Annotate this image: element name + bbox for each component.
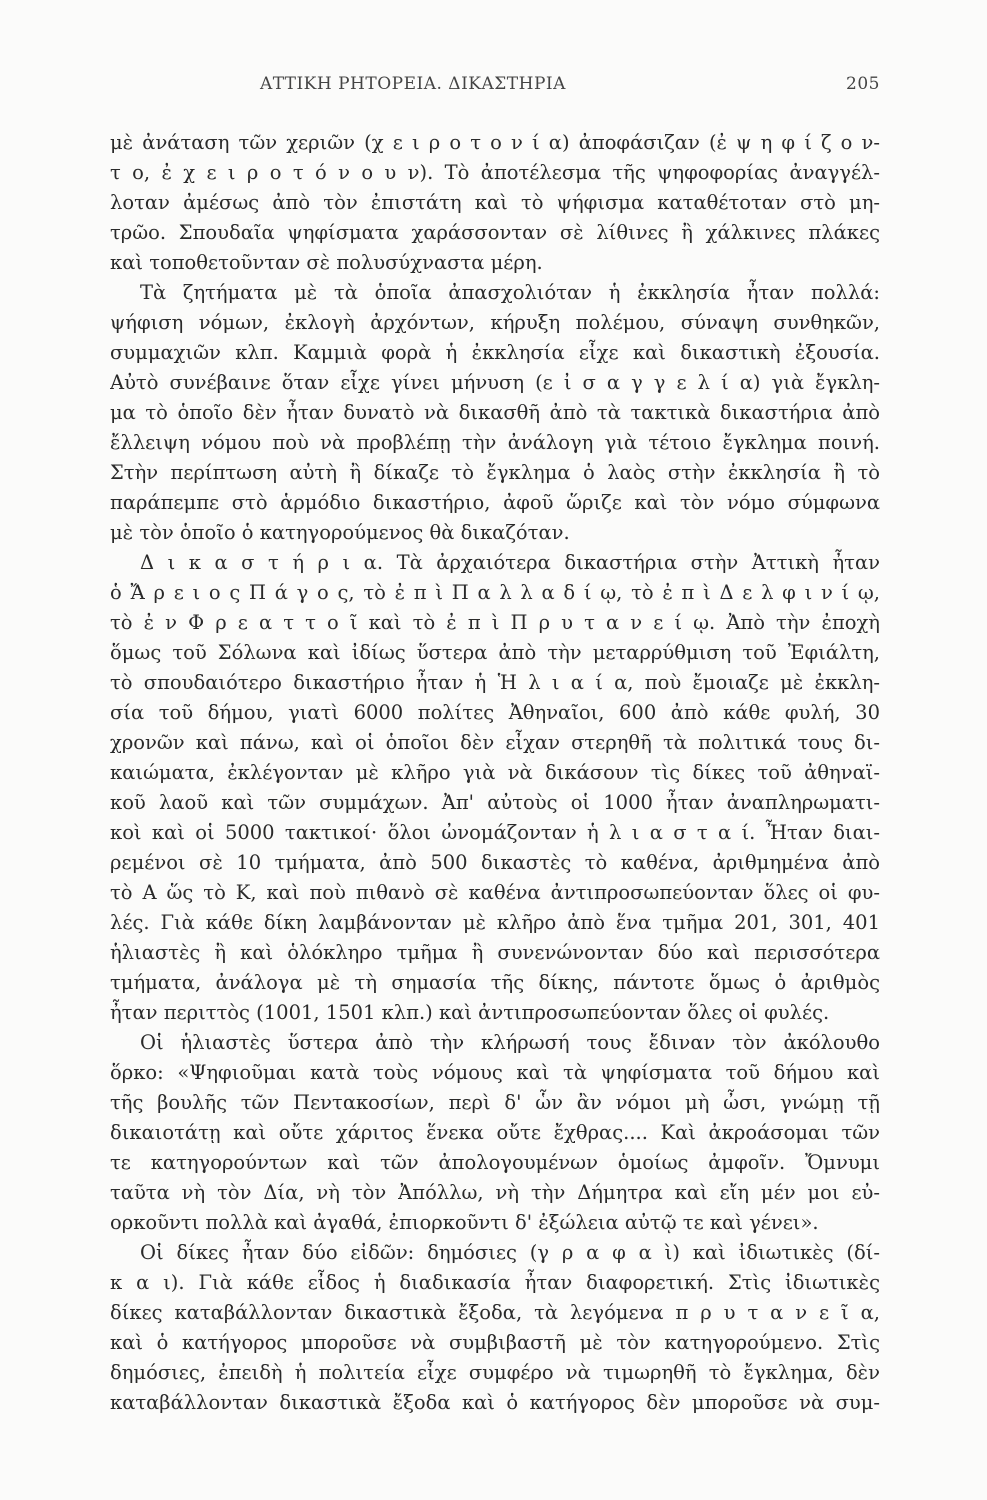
page-number: 205	[846, 74, 880, 94]
text-line: τὸ Α ὥς τὸ Κ, καὶ ποὺ πιθανὸ σὲ καθένα ἀντιπροσωπεύονταν ὅλες οἱ φυ-	[110, 881, 880, 904]
text-line: κοῦ λαοῦ καὶ τῶν συμμάχων. Ἀπ' αὐτοὺς οἱ 1000 ἦταν ἀναπληρωματι-	[110, 791, 880, 814]
text-line: ἦταν περιττὸς (1001, 1501 κλπ.) καὶ ἀντιπροσωπεύονταν ὅλες οἱ φυλές.	[110, 1001, 830, 1024]
text-line: λές. Γιὰ κάθε δίκη λαμβάνονταν μὲ κλῆρο ἀπὸ ἕνα τμῆμα 201, 301, 401	[110, 911, 880, 934]
running-title: ΑΤΤΙΚΗ ΡΗΤΟΡΕΙΑ. ΔΙΚΑΣΤΗΡΙΑ	[260, 74, 566, 94]
text-line: ρεμένοι σὲ 10 τμήματα, ἀπὸ 500 δικαστὲς τὸ καθένα, ἀριθμημένα ἀπὸ	[110, 851, 880, 874]
text-line: σία τοῦ δήμου, γιατὶ 6000 πολίτες Ἀθηναῖοι, 600 ἀπὸ κάθε φυλή, 30	[110, 701, 880, 724]
text-line: μὲ ἀνάταση τῶν χεριῶν (χ ε ι ρ ο τ ο ν ί α) ἀποφάσιζαν (ἐ ψ η φ ί ζ ο ν-	[110, 131, 880, 154]
text-line: ταῦτα νὴ τὸν Δία, νὴ τὸν Ἀπόλλω, νὴ τὴν Δήμητρα καὶ εἴη μέν μοι εὐ-	[110, 1181, 880, 1204]
text-line: Στὴν περίπτωση αὐτὴ ἢ δίκαζε τὸ ἔγκλημα ὁ λαὸς στὴν ἐκκλησία ἢ τὸ	[110, 461, 880, 484]
text-line: τε κατηγορούντων καὶ τῶν ἀπολογουμένων ὁμοίως ἀμφοῖν. Ὄμνυμι	[110, 1151, 880, 1174]
text-line: καταβάλλονταν δικαστικὰ ἔξοδα καὶ ὁ κατήγορος δὲν μποροῦσε νὰ συμ-	[110, 1391, 880, 1414]
text-line: ὅρκο: «Ψηφιοῦμαι κατὰ τοὺς νόμους καὶ τὰ ψηφίσματα τοῦ δήμου καὶ	[110, 1061, 880, 1084]
text-line: τρῶο. Σπουδαῖα ψηφίσματα χαράσσονταν σὲ λίθινες ἢ χάλκινες πλάκες	[110, 221, 880, 244]
text-line: Δ ι κ α σ τ ή ρ ι α. Τὰ ἀρχαιότερα δικαστήρια στὴν Ἀττικὴ ἦταν	[140, 551, 880, 574]
text-line: δικαιοτάτῃ καὶ οὔτε χάριτος ἕνεκα οὔτε ἔχθρας.... Καὶ ἀκροάσομαι τῶν	[110, 1121, 880, 1144]
text-line: κοὶ καὶ οἱ 5000 τακτικοί· ὅλοι ὠνομάζονταν ἡ λ ι α σ τ α ί. Ἦταν διαι-	[110, 821, 880, 844]
text-line: Αὐτὸ συνέβαινε ὅταν εἶχε γίνει μήνυση (ε ἰ σ α γ γ ε λ ί α) γιὰ ἔγκλη-	[110, 371, 880, 394]
text-line: ορκοῦντι πολλὰ καὶ ἀγαθά, ἐπιορκοῦντι δ' ἐξώλεια αὐτῷ τε καὶ γένει».	[110, 1211, 819, 1234]
book-page	[110, 60, 880, 1418]
text-line: δίκες καταβάλλονταν δικαστικὰ ἔξοδα, τὰ λεγόμενα π ρ υ τ α ν ε ῖ α,	[110, 1301, 880, 1324]
text-line: Τὰ ζητήματα μὲ τὰ ὁποῖα ἀπασχολιόταν ἡ ἐκκλησία ἦταν πολλά:	[140, 281, 880, 304]
text-line: ὅμως τοῦ Σόλωνα καὶ ἰδίως ὕστερα ἀπὸ τὴν μεταρρύθμιση τοῦ Ἐφιάλτη,	[110, 641, 880, 664]
text-line: δημόσιες, ἐπειδὴ ἡ πολιτεία εἶχε συμφέρο νὰ τιμωρηθῆ τὸ ἔγκλημα, δὲν	[110, 1361, 880, 1384]
text-line: τμήματα, ἀνάλογα μὲ τὴ σημασία τῆς δίκης, πάντοτε ὅμως ὁ ἀριθμὸς	[110, 971, 880, 994]
text-line: ἔλλειψη νόμου ποὺ νὰ προβλέπῃ τὴν ἀνάλογη γιὰ τέτοιο ἔγκλημα ποινή.	[110, 431, 880, 454]
text-line: καιώματα, ἐκλέγονταν μὲ κλῆρο γιὰ νὰ δικάσουν τὶς δίκες τοῦ ἀθηναϊ-	[110, 761, 880, 784]
text-line: τὸ σπουδαιότερο δικαστήριο ἦταν ἡ Ἡ λ ι α ί α, ποὺ ἔμοιαζε μὲ ἐκκλη-	[110, 671, 880, 694]
text-line: κ α ι). Γιὰ κάθε εἶδος ἡ διαδικασία ἦταν διαφορετική. Στὶς ἰδιωτικὲς	[110, 1271, 880, 1294]
text-line: ὁ Ἄ ρ ε ι ο ς Π ά γ ο ς, τὸ ἐ π ὶ Π α λ λ α δ ί ῳ, τὸ ἐ π ὶ Δ ε λ φ ι ν ί ῳ,	[110, 581, 880, 604]
text-line: Οἱ ἡλιαστὲς ὕστερα ἀπὸ τὴν κλήρωσή τους ἔδιναν τὸν ἀκόλουθο	[140, 1031, 880, 1054]
body-text	[110, 128, 880, 1418]
text-line: τὸ ἐ ν Φ ρ ε α τ τ ο ῖ καὶ τὸ ἐ π ὶ Π ρ υ τ α ν ε ί ῳ. Ἀπὸ τὴν ἐποχὴ	[110, 611, 880, 634]
page-header	[110, 60, 880, 104]
text-line: χρονῶν καὶ πάνω, καὶ οἱ ὁποῖοι δὲν εἶχαν στερηθῆ τὰ πολιτικά τους δι-	[110, 731, 880, 754]
text-line: λοταν ἀμέσως ἀπὸ τὸν ἐπιστάτη καὶ τὸ ψήφισμα καταθέτοταν στὸ μη-	[110, 191, 880, 214]
text-line: μὲ τὸν ὁποῖο ὁ κατηγορούμενος θὰ δικαζόταν.	[110, 521, 570, 544]
text-line: Οἱ δίκες ἦταν δύο εἰδῶν: δημόσιες (γ ρ α φ α ὶ) καὶ ἰδιωτικὲς (δί-	[140, 1241, 880, 1264]
text-line: ψήφιση νόμων, ἐκλογὴ ἀρχόντων, κήρυξη πολέμου, σύναψη συνθηκῶν,	[110, 311, 880, 334]
text-line: καὶ τοποθετοῦνταν σὲ πολυσύχναστα μέρη.	[110, 251, 543, 274]
text-line: τ ο, ἐ χ ε ι ρ ο τ ό ν ο υ ν). Τὸ ἀποτέλεσμα τῆς ψηφοφορίας ἀναγγέλ-	[110, 161, 880, 184]
text-line: συμμαχιῶν κλπ. Καμμιὰ φορὰ ἡ ἐκκλησία εἶχε καὶ δικαστικὴ ἐξουσία.	[110, 341, 880, 364]
text-line: τῆς βουλῆς τῶν Πεντακοσίων, περὶ δ' ὧν ἂν νόμοι μὴ ὦσι, γνώμῃ τῇ	[110, 1091, 880, 1114]
text-line: ἡλιαστὲς ἢ καὶ ὁλόκληρο τμῆμα ἢ συνενώνονταν δύο καὶ περισσότερα	[110, 941, 880, 964]
text-line: καὶ ὁ κατήγορος μποροῦσε νὰ συμβιβαστῆ μὲ τὸν κατηγορούμενο. Στὶς	[110, 1331, 880, 1354]
text-line: παράπεμπε στὸ ἁρμόδιο δικαστήριο, ἀφοῦ ὥριζε καὶ τὸν νόμο σύμφωνα	[110, 491, 880, 514]
text-line: μα τὸ ὁποῖο δὲν ἦταν δυνατὸ νὰ δικασθῆ ἀπὸ τὰ τακτικὰ δικαστήρια ἀπὸ	[110, 401, 880, 424]
